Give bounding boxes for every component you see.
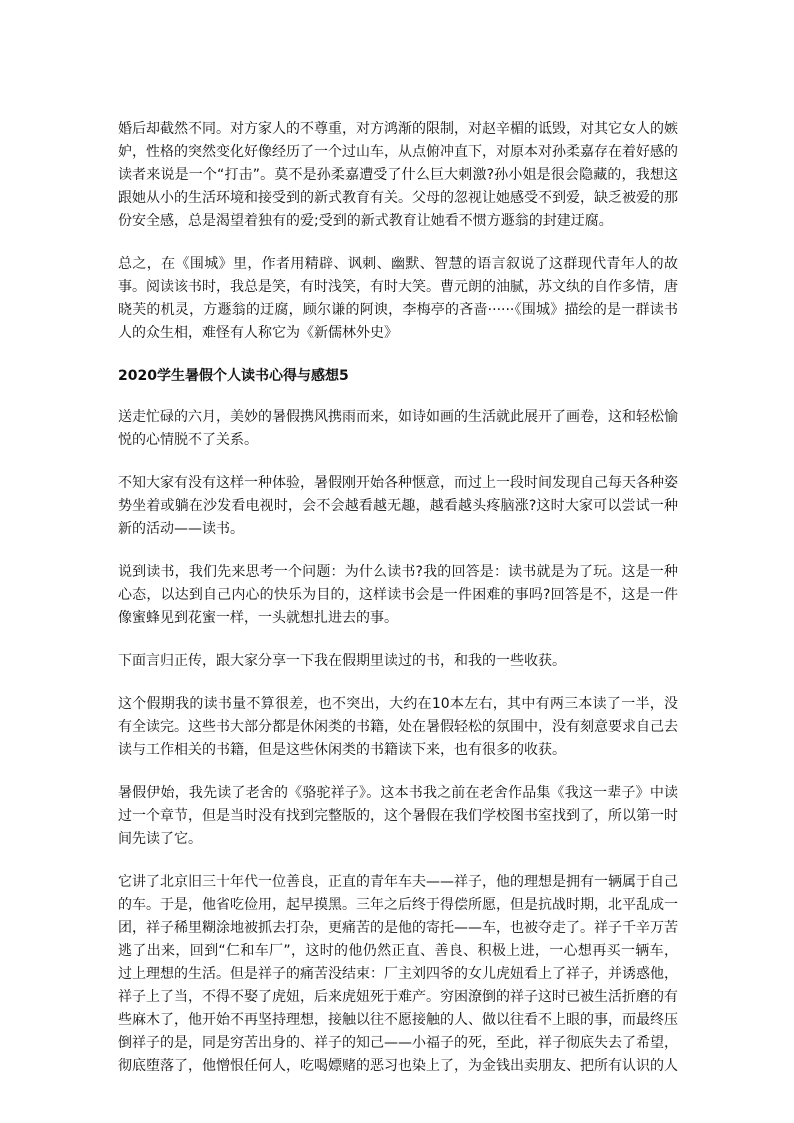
body-paragraph: 送走忙碌的六月，美妙的暑假携风携雨而来，如诗如画的生活就此展开了画卷，这和轻松愉悦的心情脱不了关系。: [118, 409, 678, 448]
body-paragraph: 总之，在《围城》里，作者用精辟、讽刺、幽默、智慧的语言叙说了这群现代青年人的故事。阅读该书时，我总是笑，有时浅笑，有时大笑。曹元朗的油腻，苏文纨的自作多情，唐晓芙的机灵，方遯翁的迂腐，顾尔谦的阿谀，李梅亭的吝啬······《围城》描绘的是一群读书人的众生相，难怪有人称它为《新儒林外史》: [118, 256, 678, 341]
body-paragraph: 它讲了北京旧三十年代一位善良，正直的青年车夫——祥子，他的理想是拥有一辆属于自己的车。于是，他省吃俭用，起早摸黑。三年之后终于得偿所愿，但是抗战时期，北平乱成一团，祥子稀里糊涂地被抓去打杂，更痛苦的是他的寄托——车，也被夺走了。祥子千辛万苦逃了出来，回到“仁和车厂”，这时的他仍然正直、善良、积极上进，一心想再买一辆车，过上理想的生活。但是祥子的痛苦没结束：厂主刘四爷的女儿虎妞看上了祥子，并诱惑他，祥子上了当，不得不娶了虎妞，后来虎妞死于难产。穷困潦倒的祥子这时已被生活折磨的有些麻木了，他开始不再坚持理想，接触以往不愿接触的人、做以往看不上眼的事，而最终压倒祥子的是，同是穷苦出身的、祥子的知己——小福子的死，至此，祥子彻底失去了希望，彻底堕落了，他憎恨任何人，吃喝嫖赌的恶习也染上了，为金钱出卖朋友、把所有认识的人: [118, 874, 678, 1074]
body-paragraph: 下面言归正传，跟大家分享一下我在假期里读过的书，和我的一些收获。: [118, 653, 566, 669]
body-paragraph: 说到读书，我们先来思考一个问题：为什么读书?我的回答是：读书就是为了玩。这是一种心态，以达到自己内心的快乐为目的，这样读书会是一件困难的事吗?回答是不，这是一件像蜜蜂见到花蜜一样，一头就想扎进去的事。: [118, 564, 678, 626]
body-paragraph: 婚后却截然不同。对方家人的不尊重，对方鸿渐的限制，对赵辛楣的诋毁，对其它女人的嫉妒，性格的突然变化好像经历了一个过山车，从点俯冲直下，对原本对孙柔嘉存在着好感的读者来说是一个“打击”。莫不是孙柔嘉遭受了什么巨大刺激?孙小姐是很会隐藏的，我想这跟她从小的生活环境和接受到的新式教育有关。父母的忽视让她感受不到爱，缺乏被爱的那份安全感，总是渴望着独有的爱;受到的新式教育让她看不惯方遯翁的封建迂腐。: [118, 121, 678, 229]
body-paragraph: 这个假期我的读书量不算很差，也不突出，大约在10本左右，其中有两三本读了一半，没有全读完。这些书大部分都是休闲类的书籍，处在暑假轻松的氛围中，没有刻意要求自己去读与工作相关的书籍，但是这些休闲类的书籍读下来，也有很多的收获。: [118, 696, 678, 758]
section-heading: 2020学生暑假个人读书心得与感想5: [118, 368, 349, 384]
document-page: [118, 118, 678, 1098]
body-paragraph: 不知大家有没有这样一种体验，暑假刚开始各种惬意，而过上一段时间发现自己每天各种姿势坐着或躺在沙发看电视时，会不会越看越无趣，越看越头疼脑涨?这时大家可以尝试一种新的活动——读书。: [118, 475, 678, 537]
body-paragraph: 暑假伊始，我先读了老舍的《骆驼祥子》。这本书我之前在老舍作品集《我这一辈子》中读过一个章节，但是当时没有找到完整版的，这个暑假在我们学校图书室找到了，所以第一时间先读了它。: [118, 785, 678, 847]
